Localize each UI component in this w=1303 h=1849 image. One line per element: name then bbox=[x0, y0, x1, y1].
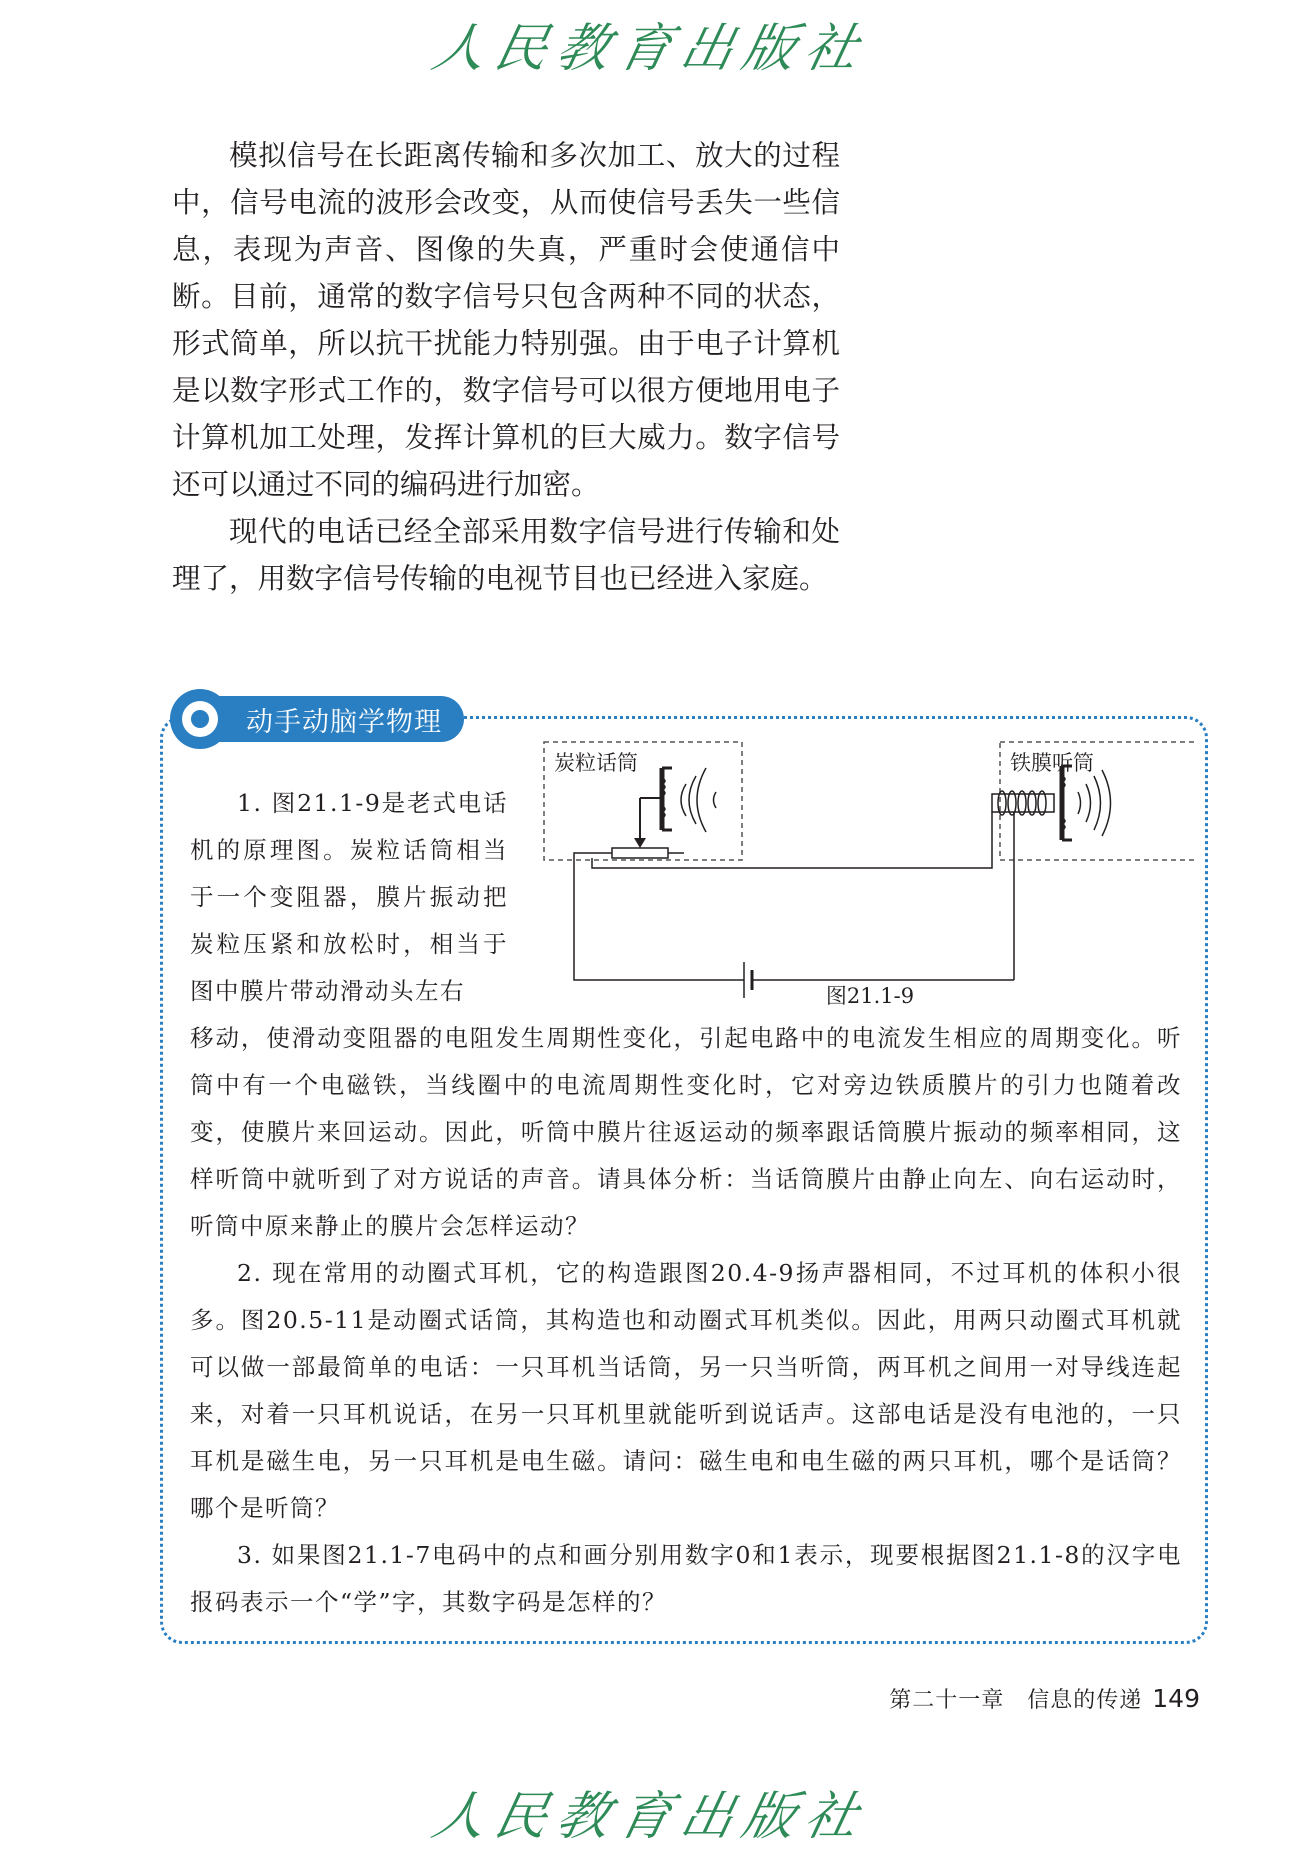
question-3: 3. 如果图21.1-7电码中的点和画分别用数字0和1表示，现要根据图21.1-8的汉字电报码表示一个“学”字，其数字码是怎样的？ bbox=[190, 1541, 1182, 1616]
sound-waves-earpiece bbox=[1078, 770, 1111, 836]
figure-caption: 图21.1-9 bbox=[825, 984, 915, 1008]
main-text bbox=[172, 132, 840, 602]
paragraph: 现代的电话已经全部采用数字信号进行传输和处理了，用数字信号传输的电视节目也已经进入家庭。 bbox=[172, 515, 840, 595]
page-footer bbox=[880, 1683, 1200, 1714]
chapter-title: 第二十一章 信息的传递 bbox=[889, 1688, 1143, 1713]
battery bbox=[734, 962, 790, 998]
question-2: 2. 现在常用的动圈式耳机，它的构造跟图20.4-9扬声器相同，不过耳机的体积小很多。图20.5-11是动圈式话筒，其构造也和动圈式耳机类似。因此，用两只动圈式耳机就可以做一部最简单的电话：一只耳机当话筒，另一只当听筒，两耳机之间用一对导线连起来，对着一只耳机说话，在另一只耳机里就能听到说话声。这部电话是没有电池的，一只耳机是磁生电，另一只耳机是电生磁。请问：磁生电和电生磁的两只耳机，哪个是话筒？哪个是听筒？ bbox=[190, 1259, 1182, 1522]
target-icon bbox=[170, 689, 230, 749]
page-number: 149 bbox=[1152, 1684, 1200, 1713]
question-1-part-1: 1. 图21.1-9是老式电话机的原理图。炭粒话筒相当于一个变阻器，膜片振动把炭粒压紧和放松时，相当于图中膜片带动滑动头左右 bbox=[190, 789, 508, 1005]
mic-diaphragm bbox=[662, 768, 672, 830]
telephone-circuit-diagram bbox=[534, 740, 1194, 1010]
section-title: 动手动脑学物理 bbox=[202, 696, 464, 742]
question-1-part-2: 移动，使滑动变阻器的电阻发生周期性变化，引起电路中的电流发生相应的周期变化。听筒中有一个电磁铁，当线圈中的电流周期性变化时，它对旁边铁质膜片的引力也随着改变，使膜片来回运动。因此，听筒中膜片往返运动的频率跟话筒膜片振动的频率相同，这样听筒中就听到了对方说话的声音。请具体分析：当话筒膜片由静止向左、向右运动时，听筒中原来静止的膜片会怎样运动？ bbox=[190, 1024, 1182, 1240]
paragraph: 模拟信号在长距离传输和多次加工、放大的过程中，信号电流的波形会改变，从而使信号丢失一些信息，表现为声音、图像的失真，严重时会使通信中断。目前，通常的数字信号只包含两种不同的状态，形式简单，所以抗干扰能力特别强。由于电子计算机是以数字形式工作的，数字信号可以很方便地用电子计算机加工处理，发挥计算机的巨大威力。数字信号还可以通过不同的编码进行加密。 bbox=[172, 139, 840, 501]
section-title-tab bbox=[170, 694, 464, 744]
publisher-logo-top: 人民教育出版社 bbox=[426, 19, 874, 79]
slider-arrow bbox=[634, 838, 646, 848]
earpiece-label: 铁膜听筒 bbox=[1010, 751, 1094, 775]
rheostat bbox=[612, 848, 668, 858]
mic-label: 炭粒话筒 bbox=[554, 751, 638, 775]
publisher-logo-bottom: 人民教育出版社 bbox=[426, 1787, 874, 1847]
earpiece-diaphragm bbox=[1062, 766, 1072, 840]
sound-waves-mic bbox=[681, 768, 716, 832]
